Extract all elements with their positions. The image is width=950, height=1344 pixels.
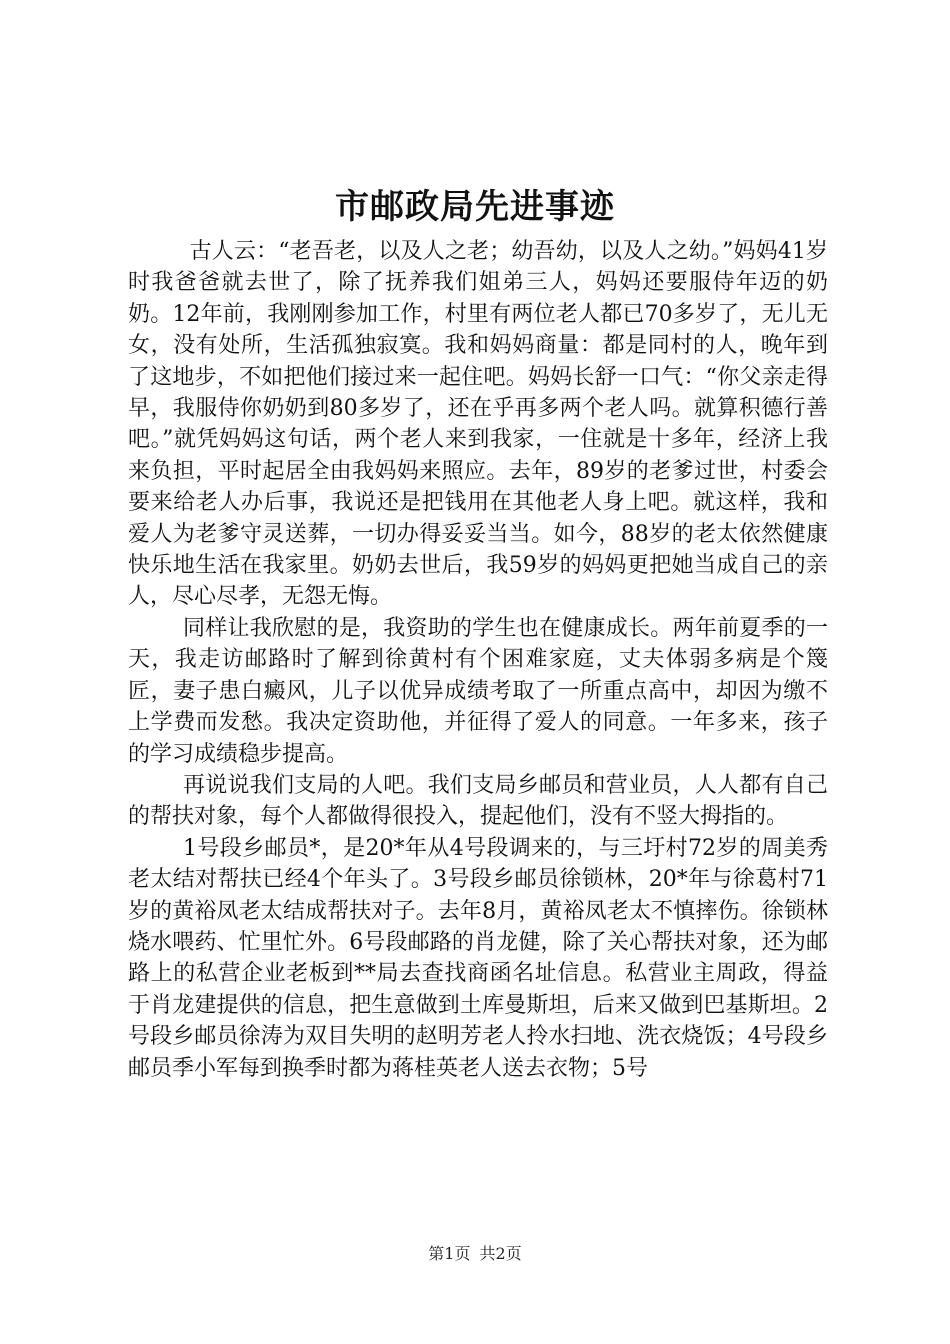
paragraph-2: 同样让我欣慰的是，我资助的学生也在健康成长。两年前夏季的一天，我走访邮路时了解到徐黄村有个困难家庭，丈夫体弱多病是个篾匠，妻子患白癜风，儿子以优异成绩考取了一所重点高中，却因为缴不上学费而发愁。我决定资助他，并征得了爱人的同意。一年多来，孩子的学习成绩稳步提高。 xyxy=(128,615,828,767)
paragraph-1: 古人云：“老吾老，以及人之老；幼吾幼，以及人之幼。”妈妈41岁时我爸爸就去世了，除了抚养我们姐弟三人，妈妈还要服侍年迈的奶奶。12年前，我刚刚参加工作，村里有两位老人都已70多岁了，无儿无女，没有处所，生活孤独寂寞。我和妈妈商量：都是同村的人，晚年到了这地步，不如把他们接过来一起住吧。妈妈长舒一口气：“你父亲走得早，我服侍你奶奶到80多岁了，还在乎再多两个老人吗。就算积德行善吧。”就凭妈妈这句话，两个老人来到我家，一住就是十多年，经济上我来负担，平时起居全由我妈妈来照应。去年，89岁的老爹过世，村委会要来给老人办后事，我说还是把钱用在其他老人身上吧。就这样，我和爱人为老爹守灵送葬，一切办得妥妥当当。如今，88岁的老太依然健康快乐地生活在我家里。奶奶去世后，我59岁的妈妈更把她当成自己的亲人，尽心尽孝，无怨无悔。 xyxy=(128,239,828,610)
page-total: 共2页 xyxy=(479,1244,522,1263)
document-title: 市邮政局先进事迹 xyxy=(335,187,615,227)
page-number: 第1页 xyxy=(428,1244,471,1263)
page-footer xyxy=(0,1244,950,1264)
document-body xyxy=(128,236,828,1084)
paragraph-4: 1号段乡邮员*，是20*年从4号段调来的，与三圩村72岁的周美秀老太结对帮扶已经4个年头了。3号段乡邮员徐锁林，20*年与徐葛村71岁的黄裕凤老太结成帮扶对子。去年8月，黄裕凤老太不慎摔伤。徐锁林烧水喂药、忙里忙外。6号段邮路的肖龙健，除了关心帮扶对象，还为邮路上的私营企业老板到**局去查找商函名址信息。私营业主周政，得益于肖龙建提供的信息，把生意做到土库曼斯坦，后来又做到巴基斯坦。2号段乡邮员徐涛为双目失明的赵明芳老人拎水扫地、洗衣烧饭；4号段乡邮员季小军每到换季时都为蒋桂英老人送去衣物；5号 xyxy=(128,835,828,1081)
paragraph-3: 再说说我们支局的人吧。我们支局乡邮员和营业员，人人都有自己的帮扶对象，每个人都做得很投入，提起他们，没有不竖大拇指的。 xyxy=(128,772,828,830)
